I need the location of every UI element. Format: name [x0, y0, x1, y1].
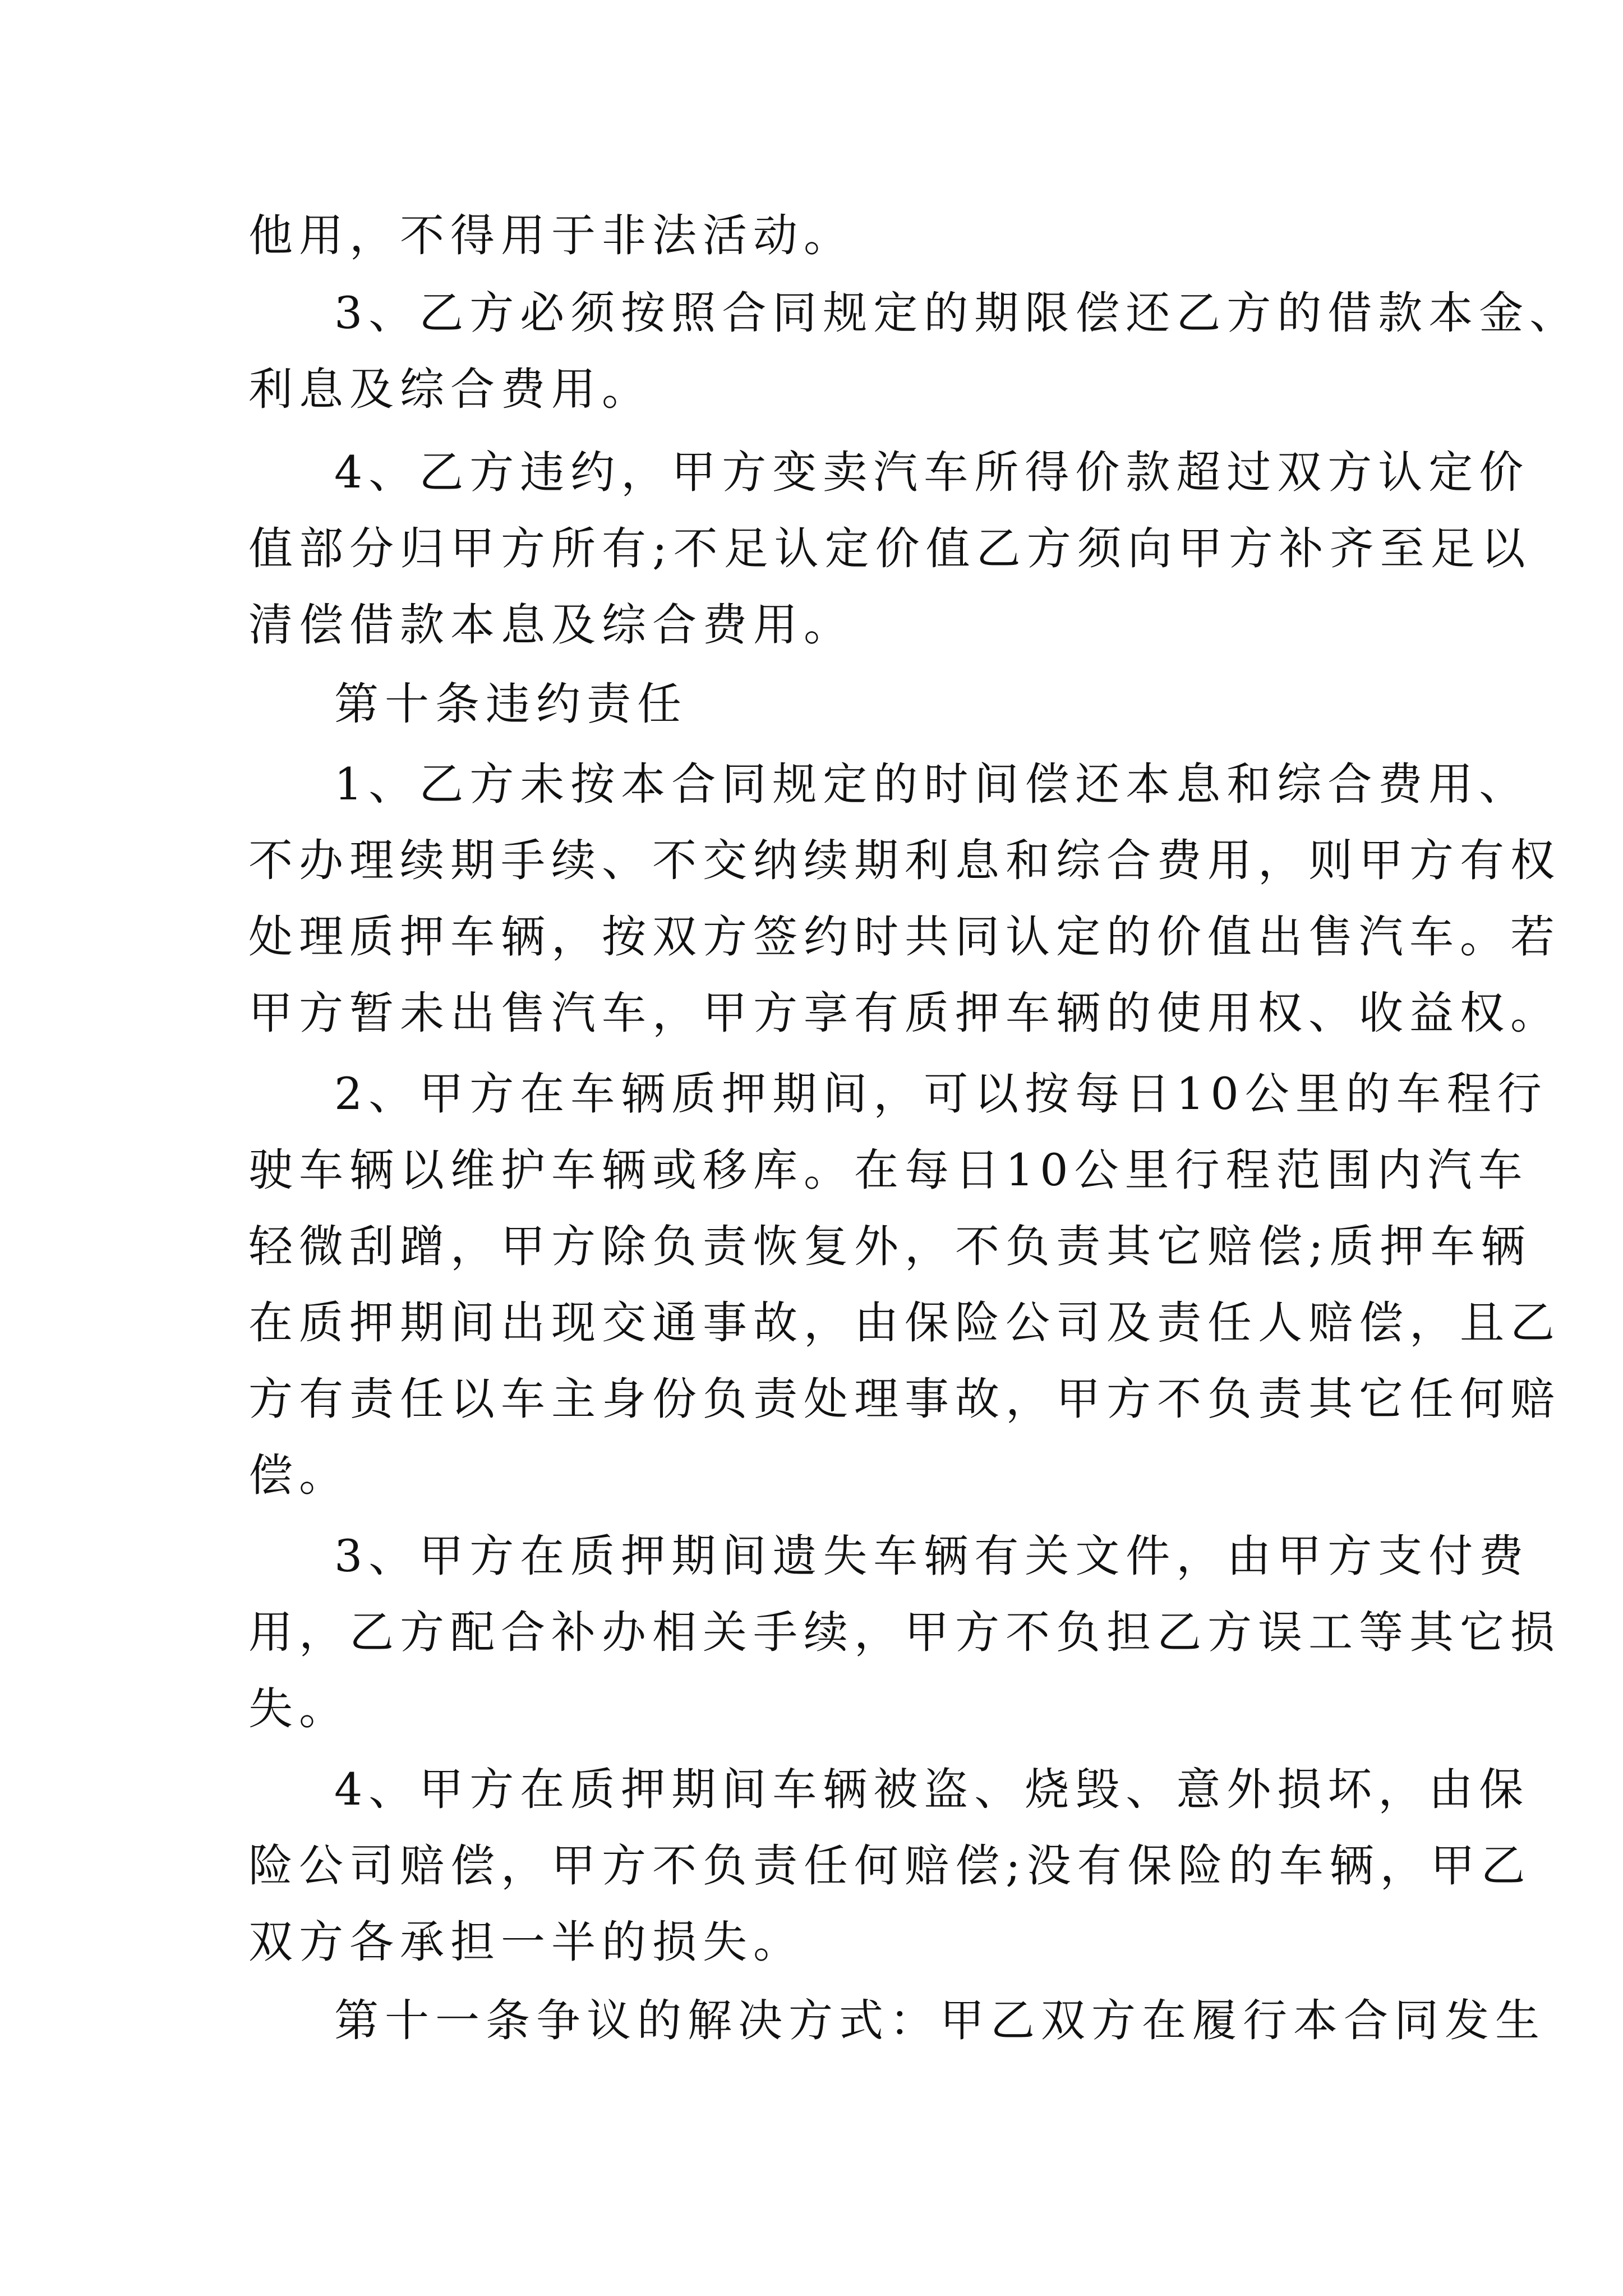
paragraph-line: 利息及综合费用。 — [248, 364, 652, 415]
paragraph-line: 险公司赔偿，甲方不负责任何赔偿;没有保险的车辆，甲乙 — [248, 1840, 1532, 1892]
paragraph-line: 偿。 — [248, 1450, 349, 1501]
paragraph-line: 3、甲方在质押期间遗失车辆有关文件，由甲方支付费 — [334, 1530, 1530, 1582]
paragraph-line: 方有责任以车主身份负责处理事故，甲方不负责其它任何赔 — [248, 1373, 1561, 1425]
paragraph-line: 双方各承担一半的损失。 — [248, 1916, 804, 1968]
paragraph-line: 在质押期间出现交通事故，由保险公司及责任人赔偿，且乙 — [248, 1297, 1561, 1349]
paragraph-line: 处理质押车辆，按双方签约时共同认定的价值出售汽车。若 — [248, 911, 1561, 963]
paragraph-line: 3、乙方必须按照合同规定的期限偿还乙方的借款本金、 — [334, 287, 1580, 339]
paragraph-line: 值部分归甲方所有;不足认定价值乙方须向甲方补齐至足以 — [248, 523, 1532, 574]
paragraph-line: 不办理续期手续、不交纳续期利息和综合费用，则甲方有权 — [248, 835, 1561, 886]
paragraph-line: 他用，不得用于非法活动。 — [248, 210, 854, 261]
section-heading: 第十一条争议的解决方式：甲乙双方在履行本合同发生 — [334, 1995, 1546, 2046]
paragraph-line: 清偿借款本息及综合费用。 — [248, 599, 854, 651]
paragraph-line: 用，乙方配合补办相关手续，甲方不负担乙方误工等其它损 — [248, 1607, 1561, 1658]
paragraph-line: 4、甲方在质押期间车辆被盗、烧毁、意外损坏，由保 — [334, 1764, 1530, 1815]
paragraph-line: 失。 — [248, 1683, 349, 1734]
paragraph-line: 甲方暂未出售汽车，甲方享有质押车辆的使用权、收益权。 — [248, 987, 1561, 1039]
paragraph-line: 4、乙方违约，甲方变卖汽车所得价款超过双方认定价 — [334, 447, 1530, 498]
paragraph-line: 驶车辆以维护车辆或移库。在每日10公里行程范围内汽车 — [248, 1144, 1529, 1196]
paragraph-line: 1、乙方未按本合同规定的时间偿还本息和综合费用、 — [334, 758, 1530, 810]
paragraph-line: 轻微刮蹭，甲方除负责恢复外，不负责其它赔偿;质押车辆 — [248, 1221, 1532, 1272]
section-heading: 第十条违约责任 — [334, 678, 688, 730]
paragraph-line: 2、甲方在车辆质押期间，可以按每日10公里的车程行 — [334, 1068, 1548, 1120]
